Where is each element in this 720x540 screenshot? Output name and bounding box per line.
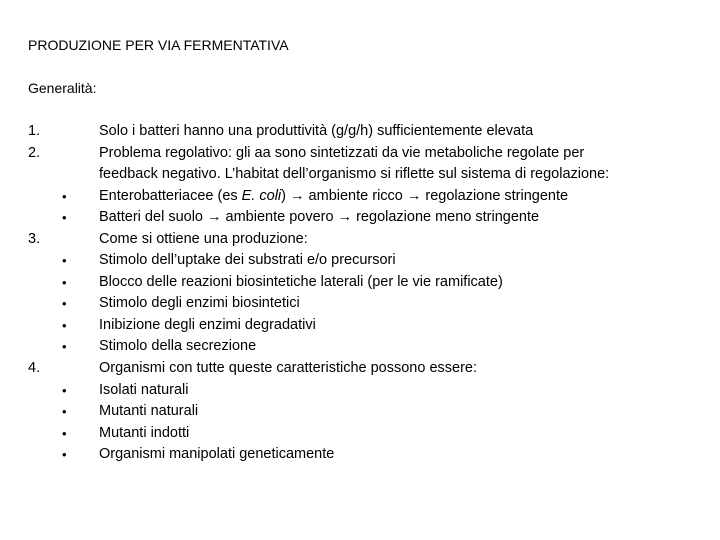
list-item-text xyxy=(99,186,568,208)
list-item-text: Organismi manipolati geneticamente xyxy=(99,446,335,463)
list-item-text: Solo i batteri hanno una produttività (g/g/h) sufficientemente elevata xyxy=(99,123,534,139)
content-list xyxy=(0,121,720,466)
bullet-icon: • xyxy=(62,317,67,333)
list-item-text: Organismi con tutte queste caratteristiche possono essere: xyxy=(99,360,477,377)
bullet-icon: • xyxy=(62,382,67,398)
list-item xyxy=(0,143,720,165)
list-item xyxy=(0,186,720,208)
list-item xyxy=(0,423,720,445)
list-item-text: Inibizione degli enzimi degradativi xyxy=(99,316,316,333)
list-item xyxy=(0,250,720,272)
bullet-icon: • xyxy=(62,339,67,355)
list-number: 2. xyxy=(28,144,41,161)
bullet-icon: • xyxy=(62,296,67,312)
list-item-continuation xyxy=(0,164,720,186)
list-item xyxy=(0,336,720,358)
list-item-text: Blocco delle reazioni biosintetiche laterali (per le vie ramificate) xyxy=(99,273,503,290)
list-item xyxy=(0,315,720,337)
bullet-icon: • xyxy=(62,425,67,441)
list-item xyxy=(0,293,720,315)
species-name: E. coli xyxy=(241,187,282,204)
list-item xyxy=(0,380,720,402)
list-item-text: Problema regolativo: gli aa sono sintetizzati da vie metaboliche regolate per xyxy=(99,144,585,161)
list-item-text: Stimolo degli enzimi biosintetici xyxy=(99,295,300,312)
list-item xyxy=(0,207,720,229)
page-title: PRODUZIONE PER VIA FERMENTATIVA xyxy=(28,37,289,53)
list-item xyxy=(0,444,720,466)
list-item-text: Stimolo della secrezione xyxy=(99,338,257,355)
list-number: 3. xyxy=(28,230,41,247)
text-segment: ) → ambiente ricco → regolazione stringente xyxy=(281,187,569,204)
list-item-text: Mutanti naturali xyxy=(99,403,199,420)
list-item-text: feedback negativo. L’habitat dell’organismo si riflette sul sistema di regolazione: xyxy=(99,166,610,183)
list-item xyxy=(0,272,720,294)
list-item-text: Isolati naturali xyxy=(99,381,189,398)
list-item-text: Stimolo dell’uptake dei substrati e/o precursori xyxy=(99,252,396,269)
list-item xyxy=(0,401,720,423)
list-item xyxy=(0,358,720,380)
bullet-icon: • xyxy=(62,188,67,204)
section-heading: Generalità: xyxy=(28,80,97,96)
list-item xyxy=(0,121,720,143)
list-item-text: Come si ottiene una produzione: xyxy=(99,230,308,247)
list-number: 4. xyxy=(28,360,41,377)
list-number: 1. xyxy=(28,123,41,139)
bullet-icon: • xyxy=(62,274,67,290)
bullet-icon: • xyxy=(62,404,67,420)
bullet-icon: • xyxy=(62,210,67,226)
bullet-icon: • xyxy=(62,447,67,463)
list-item-text: Batteri del suolo → ambiente povero → regolazione meno stringente xyxy=(99,209,540,226)
text-segment: Enterobatteriacee (es xyxy=(99,187,242,204)
bullet-icon: • xyxy=(62,253,67,269)
list-item xyxy=(0,229,720,251)
list-item-text: Mutanti indotti xyxy=(99,424,190,441)
